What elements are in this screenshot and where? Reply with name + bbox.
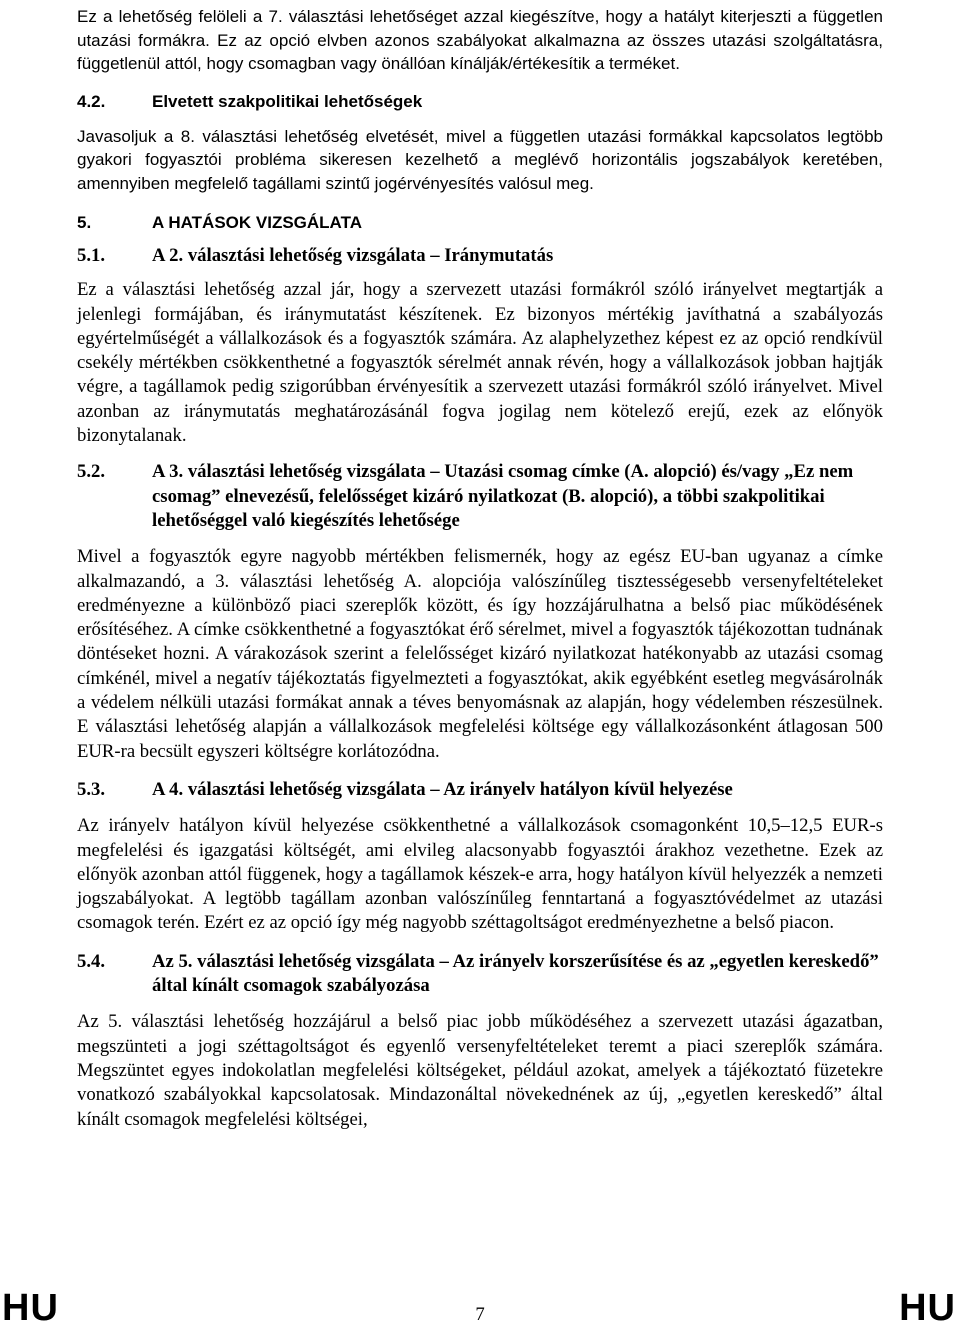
section-5-2-title: A 3. választási lehetőség vizsgálata – Utazási csomag címke (A. alopció) és/vagy „Ez nem csomag” elnevezésű, felelősséget kizáró nyilatkozat (B. alopció), a többi szakpolitikai lehetőséggel való kiegészítés lehetősége [152,461,854,531]
section-4-2-heading [77,90,883,113]
section-5-3-body: Az irányelv hatályon kívül helyezése csökkenthetné a vállalkozások csomagonként 10,5–12,5 EUR-s megfelelési és igazgatási költségét, ami elvileg alacsonyabb fogyasztói árakhoz vezethetne. Ezek az előnyök azonban attól függenek, hogy a tagállamok készek-e arra, hogy hatályon kívül helyezzék a nemzeti jogszabályokat. A legtöbb tagállam azonban valószínűleg fenntartaná a fogyasztóvédelmet az utazási csomagok terén. Ezért ez az opció így még nagyobb széttagoltságot eredményezhetne a belső piacon. [77,815,883,934]
section-4-2-number: 4.2. [77,91,106,111]
section-5-4-title: Az 5. választási lehetőség vizsgálata – Az irányelv korszerűsítése és az „egyetlen kereskedő” által kínált csomagok szabályozása [152,950,879,997]
section-4-2-title: Elvetett szakpolitikai lehetőségek [152,91,423,111]
section-5-title: A HATÁSOK VIZSGÁLATA [152,213,362,232]
section-5-1-number: 5.1. [77,245,106,266]
section-5-3-number: 5.3. [77,778,106,800]
section-5-3-heading [77,778,883,802]
section-5-3-title: A 4. választási lehetőség vizsgálata – Az irányelv hatályon kívül helyezése [152,778,733,800]
intro-paragraph: Ez a lehetőség felöleli a 7. választási lehetőséget azzal kiegészítve, hogy a hatályt kiterjeszti a független utazási formákra. Ez az opció elvben azonos szabályokat alkalmazna az összes utazási szolgáltatásra, függetlenül attól, hogy csomagban vagy önállóan kínálják/értékesítik a terméket. [77,7,883,73]
page-number: 7 [475,1304,485,1325]
section-5-2-heading [77,460,883,533]
section-5-2-body: Mivel a fogyasztók egyre nagyobb mértékben felismernék, hogy az egész EU-ban ugyanaz a címke alkalmazandó, a 3. választási lehetőség A. alopciója valószínűleg tisztességesebb versenyfeltételeket eredményezne a különböző piaci szereplők között, és így hozzájárulhatna a belső piac működésének erősítéséhez. A címke csökkenthetné a fogyasztókat érő sérelmet, mivel a fogyasztók tájékozottan tudnának döntéseket hozni. A várakozások szerint a felelősséget kizáró nyilatkozat hatékonyabb az utazási csomag címkénél, mivel a negatív tájékoztatás figyelmezteti a fogyasztókat, akik egyébként esetleg megvásárolnák a védelem nélküli utazási formákat annak a téves benyomásnak az alapján, hogy védelemben részesülnek. E választási lehetőség alapján a vállalkozások megfelelési költsége egy vállalkozásonként átlagosan 500 EUR-ra becsült egyszeri költségre korlátozódna. [77,546,883,762]
section-5-1-title: A 2. választási lehetőség vizsgálata – Iránymutatás [152,245,554,266]
section-4-2-body: Javasoljuk a 8. választási lehetőség elvetését, mivel a független utazási formákkal kapcsolatos legtöbb gyakori fogyasztói probléma sikeresen kezelhető a meglévő horizontális jogszabályok keretében, amennyiben megfelelő tagállami szintű jogérvényesítés valósul meg. [77,126,883,193]
section-5-4-heading [77,950,883,999]
section-5-4-body: Az 5. választási lehetőség hozzájárul a belső piac jobb működéséhez a szervezett utazási ágazatban, megszünteti a jogi széttagoltságot és egyenlő versenyfeltételeket teremt a piaci szereplők számára. Megszüntet egyes indokolatlan megfelelési költségeket, például azokat, amelyek a tájékoztató füzetekre vonatkozó szabályokkal kapcsolatosak. Mindazonáltal növekednének az új, „egyetlen kereskedő” által kínált csomagok megfelelési költségei, [77,1011,883,1130]
footer-language-left: HU [2,1287,59,1329]
section-5-4-number: 5.4. [77,950,106,972]
section-5-1-body: Ez a választási lehetőség azzal jár, hogy a szervezett utazási formákról szóló irányelvet megtartják a jelenlegi formájában, és iránymutatást készítenek. Ez bizonyos mértékig javíthatná a szabályozás egyértelműségét a vállalkozások és a fogyasztók számára. Az alaphelyzethez képest ez az opció rendkívül csekély mértékben csökkenthetné a fogyasztók sérelmét annak révén, hogy a vállalkozások jobban hajtják végre, a tagállamok pedig szigorúbban érvényesítik a szervezett utazási formákról szóló irányelvet. Mivel azonban az iránymutatás meghatározásánál fogva jogilag nem kötelező erejű, ezek az előnyök bizonytalanak. [77,279,883,447]
section-5-2-number: 5.2. [77,461,106,483]
document-page [77,0,883,1132]
section-5-number: 5. [77,213,92,232]
footer-language-right: HU [899,1287,956,1329]
section-5-heading [77,211,883,234]
section-5-1-heading [77,244,883,268]
